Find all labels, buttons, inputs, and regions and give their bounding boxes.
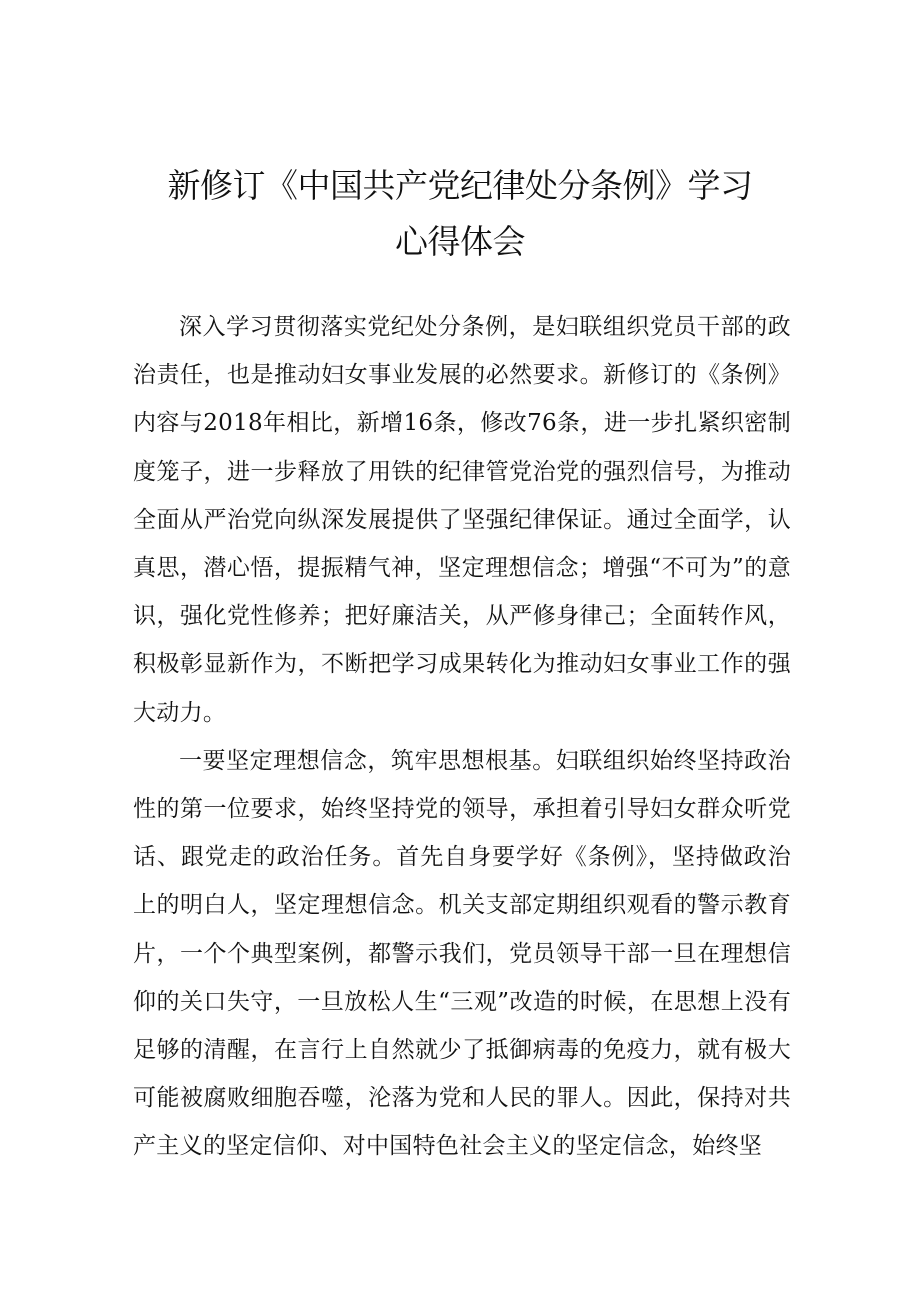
title-line-1: 新修订《中国共产党纪律处分条例》学习 <box>167 166 753 205</box>
document-title <box>0 158 920 270</box>
paragraph-intro: 深入学习贯彻落实党纪处分条例，是妇联组织党员干部的政治责任，也是推动妇女事业发展的必然要求。新修订的《条例》内容与2018年相比，新增16条，修改76条，进一步扎紧织密制度笼子，进一步释放了用铁的纪律管党治党的强烈信号，为推动全面从严治党向纵深发展提供了坚强纪律保证。通过全面学，认真思，潜心悟，提振精气神，坚定理想信念；增强“不可为”的意识，强化党性修养；把好廉洁关，从严修身律己；全面转作风，积极彰显新作为，不断把学习成果转化为推动妇女事业工作的强大动力。 <box>133 314 791 726</box>
paragraph-point-one: 一要坚定理想信念，筑牢思想根基。妇联组织始终坚持政治性的第一位要求，始终坚持党的领导，承担着引导妇女群众听党话、跟党走的政治任务。首先自身要学好《条例》，坚持做政治上的明白人，坚定理想信念。机关支部定期组织观看的警示教育片，一个个典型案例，都警示我们，党员领导干部一旦在理想信仰的关口失守，一旦放松人生“三观”改造的时候，在思想上没有足够的清醒，在言行上自然就少了抵御病毒的免疫力，就有极大可能被腐败细胞吞噬，沦落为党和人民的罪人。因此，保持对共产主义的坚定信仰、对中国特色社会主义的坚定信念，始终坚 <box>133 747 791 1160</box>
title-line-2: 心得体会 <box>395 222 525 261</box>
document-body <box>133 303 791 1171</box>
